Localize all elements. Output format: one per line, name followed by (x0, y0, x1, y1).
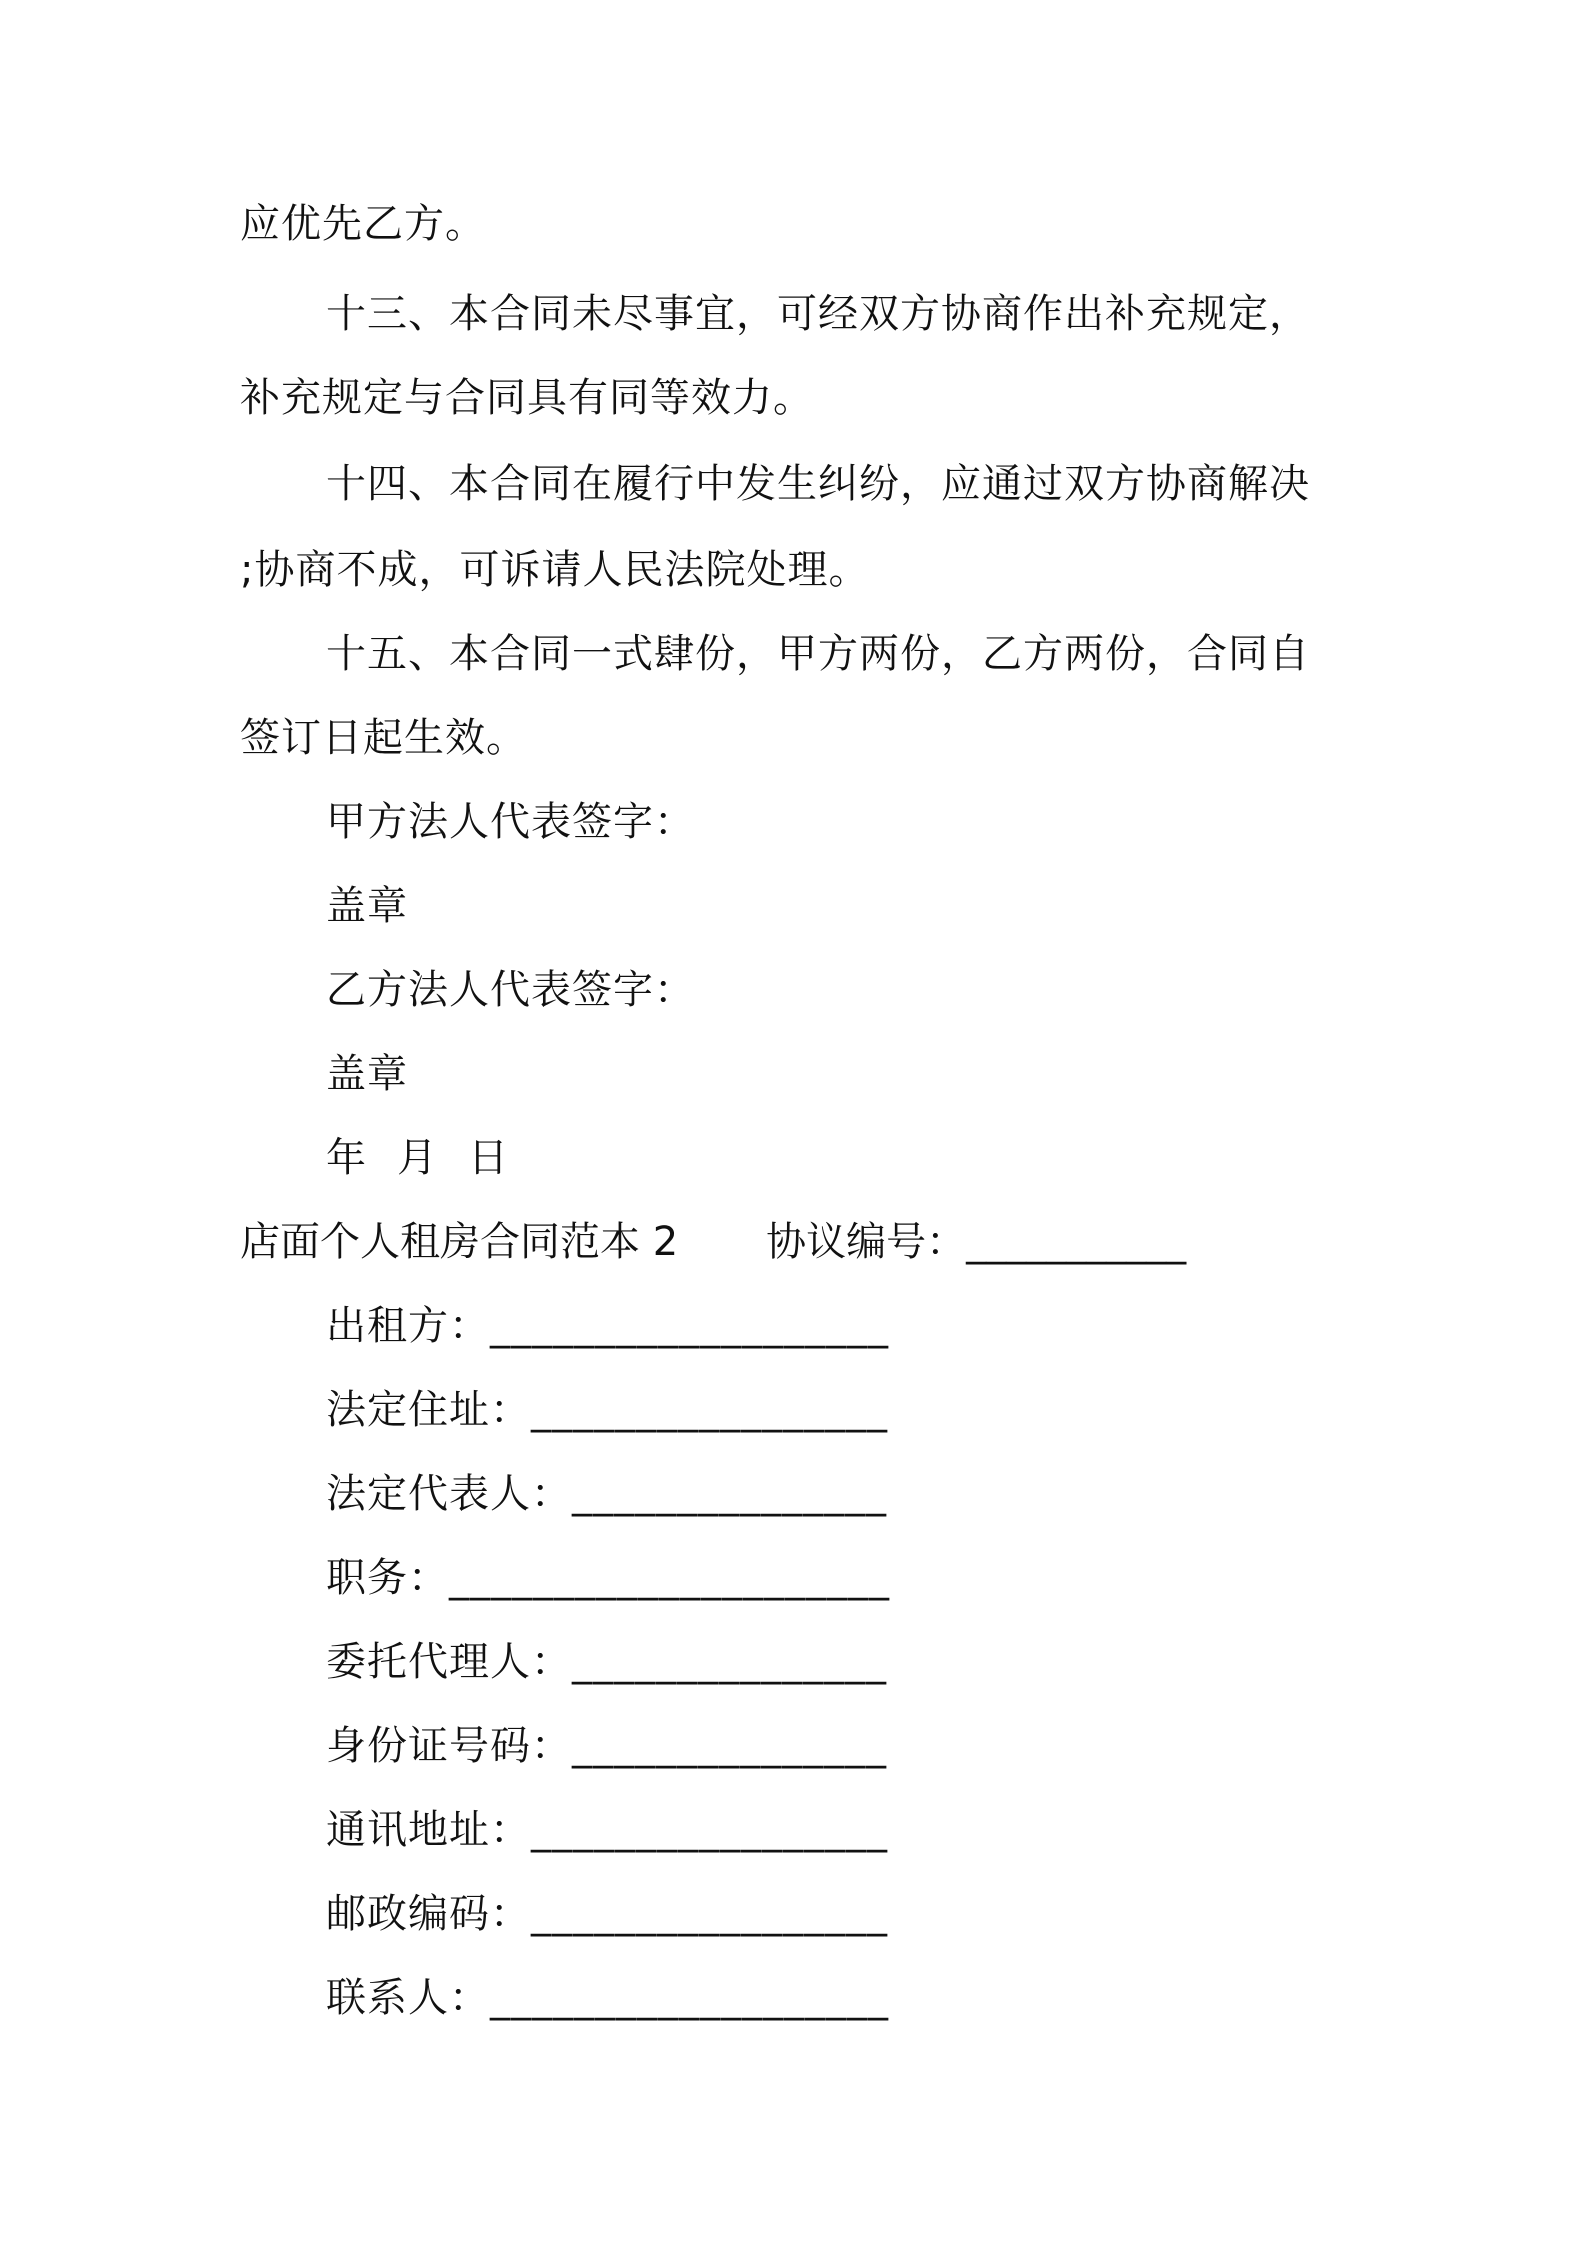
clause-15-line-1: 十五、本合同一式肆份，甲方两份，乙方两份，合同自 (326, 631, 1310, 677)
clause-13-line-2: 补充规定与合同具有同等效力。 (240, 375, 814, 421)
section-2-title: 店面个人租房合同范本 2 (240, 1219, 679, 1265)
section-2-header (240, 1214, 1186, 1270)
signing-date (326, 1130, 509, 1186)
clause-15-line-2: 签订日起生效。 (240, 715, 527, 761)
party-b-signature-label: 乙方法人代表签字： (326, 967, 695, 1013)
party-b-seal-label: 盖章 (326, 1051, 408, 1097)
authorized-agent-field: 委托代理人：_______________ (326, 1639, 887, 1685)
position-field: 职务：_____________________ (326, 1555, 890, 1601)
lessor-field: 出租方：___________________ (326, 1303, 889, 1349)
legal-representative-field: 法定代表人：_______________ (326, 1471, 887, 1517)
agreement-number-field: 协议编号：___________ (766, 1219, 1187, 1265)
date-year-label: 年 (326, 1135, 367, 1181)
party-a-signature-label: 甲方法人代表签字： (326, 799, 695, 845)
legal-address-field: 法定住址：_________________ (326, 1387, 888, 1433)
postal-code-field: 邮政编码：_________________ (326, 1891, 888, 1937)
date-day-label: 日 (468, 1135, 509, 1181)
date-month-label: 月 (397, 1135, 438, 1181)
contact-person-field: 联系人：___________________ (326, 1975, 889, 2021)
id-number-field: 身份证号码：_______________ (326, 1723, 887, 1769)
clause-14-line-2: ;协商不成，可诉请人民法院处理。 (240, 547, 870, 593)
clause-14-line-1: 十四、本合同在履行中发生纠纷，应通过双方协商解决 (326, 461, 1310, 507)
party-a-seal-label: 盖章 (326, 883, 408, 929)
mailing-address-field: 通讯地址：_________________ (326, 1807, 888, 1853)
paragraph-12-continuation: 应优先乙方。 (240, 201, 486, 247)
clause-13-line-1: 十三、本合同未尽事宜，可经双方协商作出补充规定， (326, 291, 1310, 337)
